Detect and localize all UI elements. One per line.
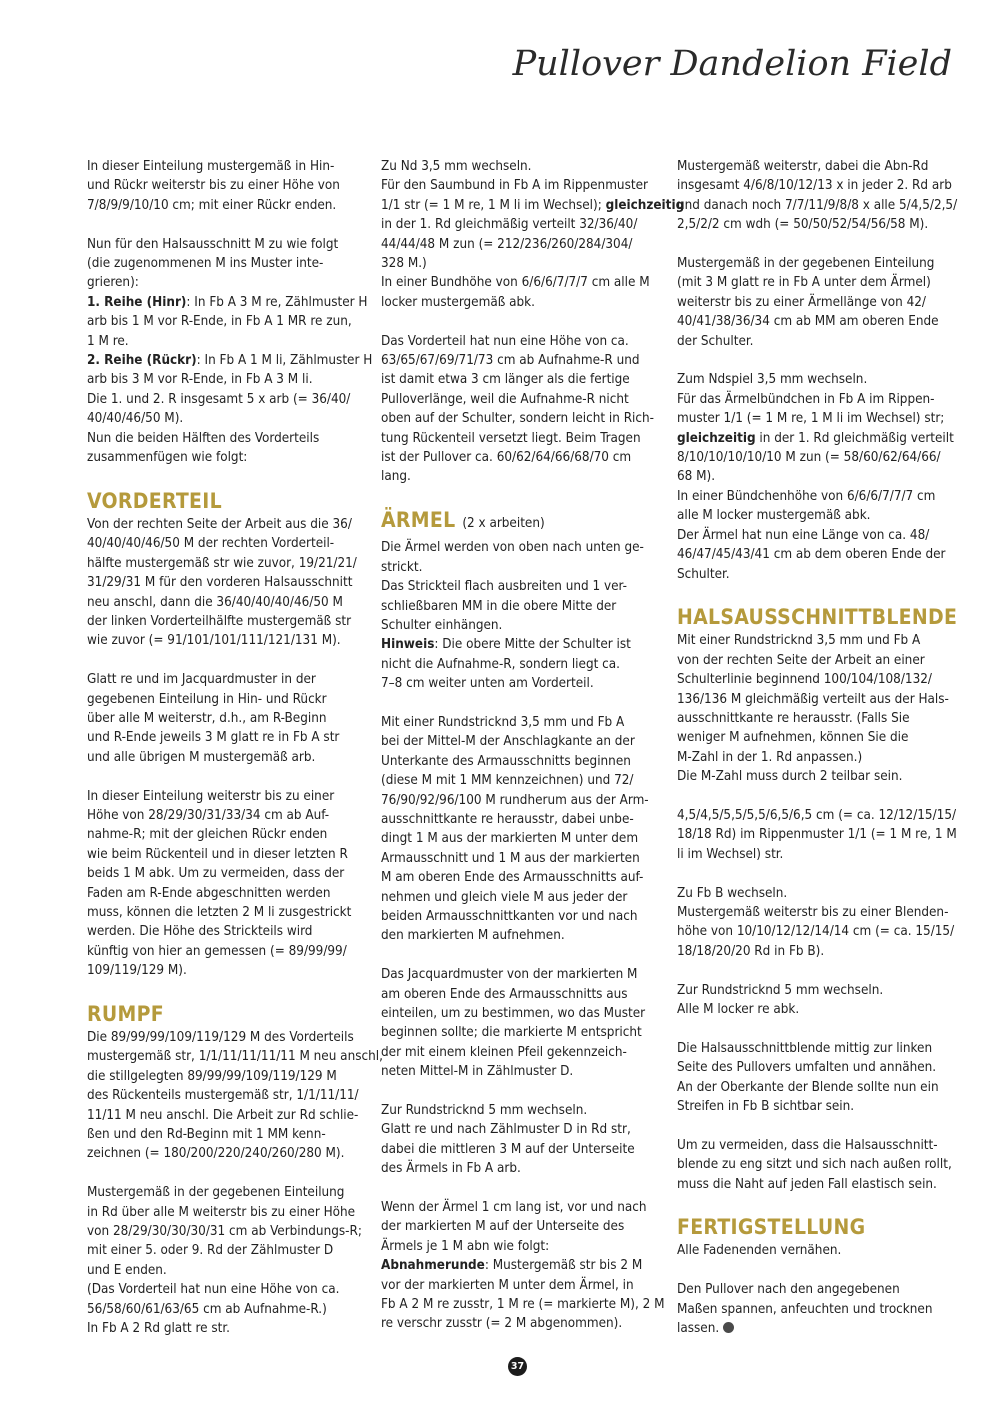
bold-term: 2. Reihe (Rückr)	[87, 353, 197, 369]
text-line: 31/29/31 M für den vorderen Halsausschnitt	[87, 575, 353, 591]
paragraph	[381, 538, 657, 693]
text-line: Fb A 2 M re zusstr, 1 M re (= markierte M), 2 M	[381, 1297, 665, 1313]
text-line: hälfte mustergemäß str wie zuvor, 19/21/21/	[87, 555, 357, 571]
text-line: 136/136 M gleichmäßig verteilt aus der Hals-	[677, 691, 949, 707]
text-line: 40/41/38/36/34 cm ab MM am oberen Ende	[677, 314, 939, 330]
text-column-1	[87, 157, 383, 1358]
text-line: 56/58/60/61/63/65 cm ab Aufnahme-R.)	[87, 1301, 327, 1317]
text-line: über alle M weiterstr, d.h., am R-Beginn	[87, 710, 327, 726]
text-line: zeichnen (= 180/200/220/240/260/280 M).	[87, 1146, 345, 1162]
text-line: ausschnittkante re herausstr, dabei unbe-	[381, 811, 634, 827]
paragraph	[87, 157, 363, 215]
text-line: den markierten M aufnehmen.	[381, 928, 565, 944]
section-heading-note: (2 x arbeiten)	[462, 516, 545, 532]
text-line: Das Strickteil flach ausbreiten und 1 ver-	[381, 579, 627, 595]
text-line: Den Pullover nach den angegebenen	[677, 1282, 900, 1298]
text-line: 11/11 M neu anschl. Die Arbeit zur Rd schlie-	[87, 1107, 359, 1123]
text-line: ausschnittkante re herausstr. (Falls Sie	[677, 710, 910, 726]
text-run: : In Fb A 1 M li, Zählmuster H	[196, 353, 373, 369]
section-heading	[677, 1213, 953, 1241]
text-line: vor der markierten M unter dem Ärmel, in	[381, 1277, 634, 1293]
text-line: In einer Bündchenhöhe von 6/6/6/7/7/7 cm	[677, 488, 936, 504]
text-line: Mustergemäß weiterstr, dabei die Abn-Rd	[677, 159, 929, 174]
text-line: beginnen sollte; die markierte M entspricht	[381, 1025, 642, 1041]
text-line: und alle übrigen M mustergemäß arb.	[87, 749, 316, 765]
section-heading-text: ÄRMEL	[381, 508, 456, 533]
text-line: Faden am R-Ende abgeschnitten werden	[87, 885, 331, 901]
paragraph	[381, 1101, 657, 1179]
paragraph	[381, 965, 657, 1081]
text-line: bei der Mittel-M der Anschlagkante an der	[381, 734, 635, 750]
paragraph	[677, 631, 953, 786]
text-line: neu anschl, dann die 36/40/40/40/46/50 M	[87, 594, 343, 610]
paragraph	[87, 1028, 383, 1164]
text-line: In dieser Einteilung mustergemäß in Hin-	[87, 159, 335, 174]
text-line: Mit einer Rundstricknd 3,5 mm und Fb A	[381, 714, 625, 730]
text-line	[87, 351, 373, 370]
text-line	[677, 429, 953, 448]
text-line: M am oberen Ende des Armausschnitts auf-	[381, 870, 644, 886]
text-line: mustergemäß str, 1/1/11/11/11/11 M neu anschl,	[87, 1049, 383, 1065]
text-line	[87, 293, 368, 312]
text-line	[381, 1256, 657, 1275]
section-heading	[677, 603, 958, 631]
paragraph	[87, 235, 373, 468]
text-line: Seite des Pullovers umfalten und annähen.	[677, 1060, 937, 1076]
paragraph	[381, 332, 657, 487]
text-line: dingt 1 M aus der markierten M unter dem	[381, 831, 639, 847]
paragraph	[677, 157, 958, 235]
text-run: : Die obere Mitte der Schulter ist	[434, 637, 631, 653]
text-line: Die 89/99/99/109/119/129 M des Vorderteils	[87, 1029, 354, 1045]
paragraph	[87, 670, 363, 767]
paragraph	[677, 1136, 953, 1194]
text-line: strickt.	[381, 559, 423, 575]
text-line: (diese M mit 1 MM kennzeichnen) und 72/	[381, 773, 634, 789]
text-line: 44/44/48 M zun (= 212/236/260/284/304/	[381, 236, 633, 252]
paragraph	[677, 254, 953, 351]
text-line: Glatt re und nach Zählmuster D in Rd str,	[381, 1122, 631, 1138]
text-line: der markierten M auf der Unterseite des	[381, 1219, 625, 1235]
text-line: von 28/29/30/30/30/31 cm ab Verbindungs-R;	[87, 1224, 362, 1240]
text-line: li im Wechsel) str.	[677, 846, 784, 862]
text-line: zusammenfügen wie folgt:	[87, 450, 248, 466]
text-line: Glatt re und im Jacquardmuster in der	[87, 672, 316, 688]
bold-term: gleichzeitig	[677, 430, 756, 446]
text-line: der Schulter.	[677, 333, 754, 349]
text-line: höhe von 10/10/12/12/14/14 cm (= ca. 15/15/	[677, 924, 955, 940]
text-line	[381, 635, 657, 654]
text-line: insgesamt 4/6/8/10/12/13 x in jeder 2. Rd arb	[677, 178, 952, 194]
text-run: : Mustergemäß str bis 2 M	[484, 1258, 643, 1274]
text-line: (mit 3 M glatt re in Fb A unter dem Ärmel)	[677, 275, 931, 291]
text-column-3	[677, 157, 958, 1358]
text-line: 7/8/9/9/10/10 cm; mit einer Rückr enden.	[87, 197, 337, 213]
text-line: gegebenen Einteilung in Hin- und Rückr	[87, 691, 327, 707]
text-line: ßen und den Rd-Beginn mit 1 MM kenn-	[87, 1127, 326, 1143]
text-line: Der Ärmel hat nun eine Länge von ca. 48/	[677, 527, 930, 543]
text-line: schließbaren MM in die obere Mitte der	[381, 598, 617, 614]
paragraph	[381, 713, 657, 946]
text-line: Mustergemäß in der gegebenen Einteilung	[87, 1185, 345, 1201]
text-line: am oberen Ende des Armausschnitts aus	[381, 986, 628, 1002]
bold-term: Hinweis	[381, 637, 435, 653]
text-line: Mustergemäß in der gegebenen Einteilung	[677, 256, 935, 272]
text-line: Die M-Zahl muss durch 2 teilbar sein.	[677, 769, 903, 785]
text-line: 109/119/129 M).	[87, 963, 187, 979]
text-column-2	[381, 157, 685, 1353]
text-line: weiterstr bis zu einer Ärmellänge von 42/	[677, 294, 926, 310]
text-line: (Das Vorderteil hat nun eine Höhe von ca.	[87, 1282, 340, 1298]
smiley-icon	[723, 1322, 734, 1333]
text-line: grieren):	[87, 275, 139, 291]
text-line: muss die Naht auf jeden Fall elastisch sein.	[677, 1176, 937, 1192]
text-line: blende zu eng sitzt und sich nach außen rollt,	[677, 1157, 952, 1173]
text-line: Streifen in Fb B sichtbar sein.	[677, 1098, 855, 1114]
text-line: in Rd über alle M weiterstr bis zu einer Höhe	[87, 1204, 356, 1220]
text-line: nahme-R; mit der gleichen Rückr enden	[87, 827, 328, 843]
text-line: Die Ärmel werden von oben nach unten ge-	[381, 540, 644, 556]
text-line: Schulterlinie beginnend 100/104/108/132/	[677, 672, 932, 688]
text-line: arb bis 1 M vor R-Ende, in Fb A 1 MR re zun,	[87, 314, 352, 330]
text-line: nehmen und gleich viele M aus jeder der	[381, 889, 628, 905]
page-number: 37	[508, 1357, 527, 1376]
text-line: in der 1. Rd gleichmäßig verteilt 32/36/40/	[381, 217, 638, 233]
text-line: Das Jacquardmuster von der markierten M	[381, 967, 638, 983]
text-line: re verschr zusstr (= 2 M abgenommen).	[381, 1316, 623, 1332]
text-line: Schulter.	[677, 566, 730, 582]
text-line: 7–8 cm weiter unten am Vorderteil.	[381, 676, 594, 692]
text-line: Ärmels je 1 M abn wie folgt:	[381, 1238, 550, 1254]
text-line: Zu Nd 3,5 mm wechseln.	[381, 159, 532, 174]
paragraph	[677, 1039, 953, 1117]
section-heading	[87, 1000, 363, 1028]
text-line: Höhe von 28/29/30/31/33/34 cm ab Auf-	[87, 807, 330, 823]
text-line: Zur Rundstricknd 5 mm wechseln.	[381, 1103, 588, 1119]
text-line: In Fb A 2 Rd glatt re str.	[87, 1321, 230, 1337]
text-line: 76/90/92/96/100 M rundherum aus der Arm-	[381, 792, 649, 808]
text-line: und Rückr weiterstr bis zu einer Höhe von	[87, 178, 340, 194]
section-heading-text: VORDERTEIL	[87, 488, 222, 513]
text-line: Nun für den Halsausschnitt M zu wie folgt	[87, 236, 339, 252]
text-line: Alle Fadenenden vernähen.	[677, 1243, 842, 1259]
section-heading	[87, 487, 363, 515]
text-line: M-Zahl in der 1. Rd anpassen.)	[677, 749, 863, 765]
text-line: 40/40/40/46/50 M der rechten Vorderteil-	[87, 536, 335, 552]
paragraph	[87, 1183, 363, 1338]
text-line: und danach noch 7/7/11/9/8/8 x alle 5/4,5/2,5/	[677, 197, 958, 213]
text-line: ist damit etwa 3 cm länger als die fertige	[381, 372, 630, 388]
text-line	[677, 1319, 953, 1338]
text-line: Alle M locker re abk.	[677, 1001, 800, 1017]
text-line: 63/65/67/69/71/73 cm ab Aufnahme-R und	[381, 353, 640, 369]
text-run: 1/1 str (= 1 M re, 1 M li im Wechsel);	[381, 197, 606, 213]
text-line: 18/18 Rd) im Rippenmuster 1/1 (= 1 M re, 1 M	[677, 827, 957, 843]
paragraph	[381, 157, 685, 312]
paragraph	[677, 806, 957, 864]
text-line: wie beim Rückenteil und in dieser letzten R	[87, 846, 348, 862]
text-line: von der rechten Seite der Arbeit an einer	[677, 652, 925, 668]
text-line: 18/18/20/20 Rd in Fb B).	[677, 943, 825, 959]
text-line: mit einer 5. oder 9. Rd der Zählmuster D	[87, 1243, 334, 1259]
text-line: locker mustergemäß abk.	[381, 294, 535, 310]
text-line: Zur Rundstricknd 5 mm wechseln.	[677, 982, 884, 998]
text-line: Armausschnitt und 1 M aus der markierten	[381, 850, 640, 866]
text-line: Wenn der Ärmel 1 cm lang ist, vor und nach	[381, 1200, 647, 1216]
text-line: 46/47/45/43/41 cm ab dem oberen Ende der	[677, 547, 946, 563]
text-line: der linken Vorderteilhälfte mustergemäß str	[87, 613, 352, 629]
section-heading-text: HALSAUSSCHNITTBLENDE	[677, 605, 958, 630]
bold-term: 1. Reihe (Hinr)	[87, 294, 187, 310]
text-line: muss, können die letzten 2 M li zusgestrickt	[87, 904, 352, 920]
text-line: Für den Saumbund in Fb A im Rippenmuster	[381, 178, 648, 194]
text-line: Um zu vermeiden, dass die Halsausschnitt-	[677, 1137, 938, 1153]
text-line: In einer Bundhöhe von 6/6/6/7/7/7 cm alle M	[381, 275, 650, 291]
text-line: Nun die beiden Hälften des Vorderteils	[87, 430, 320, 446]
paragraph	[677, 981, 953, 1020]
text-line: beids 1 M abk. Um zu vermeiden, dass der	[87, 866, 345, 882]
text-line: arb bis 3 M vor R-Ende, in Fb A 3 M li.	[87, 372, 313, 388]
text-line: An der Oberkante der Blende sollte nun ein	[677, 1079, 939, 1095]
text-line: des Rückenteils mustergemäß str, 1/1/11/11/	[87, 1088, 359, 1104]
text-line: Unterkante des Armausschnitts beginnen	[381, 753, 631, 769]
text-line: nicht die Aufnahme-R, sondern liegt ca.	[381, 656, 620, 672]
section-heading-text: RUMPF	[87, 1001, 164, 1026]
page-title: Pullover Dandelion Field	[512, 44, 952, 84]
text-line: tung Rückenteil versetzt liegt. Beim Tragen	[381, 430, 641, 446]
text-line: 328 M.)	[381, 256, 427, 272]
text-line: künftig von hier an gemessen (= 89/99/99/	[87, 943, 347, 959]
text-line: wie zuvor (= 91/101/101/111/121/131 M).	[87, 633, 341, 649]
text-line: (die zugenommenen M ins Muster inte-	[87, 256, 324, 272]
text-line: Das Vorderteil hat nun eine Höhe von ca.	[381, 333, 629, 349]
text-line: Die 1. und 2. R insgesamt 5 x arb (= 36/40/	[87, 391, 351, 407]
section-heading-text: FERTIGSTELLUNG	[677, 1215, 866, 1240]
paragraph	[677, 884, 953, 962]
bold-term: gleichzeitig	[605, 197, 685, 213]
section-heading	[381, 506, 657, 538]
text-line: Maßen spannen, anfeuchten und trocknen	[677, 1301, 933, 1317]
text-line: Schulter einhängen.	[381, 617, 503, 633]
text-line: Die Halsausschnittblende mittig zur linken	[677, 1040, 933, 1056]
text-line: lang.	[381, 469, 411, 485]
text-line: die stillgelegten 89/99/99/109/119/129 M	[87, 1068, 337, 1084]
text-line: 8/10/10/10/10/10 M zun (= 58/60/62/64/66/	[677, 450, 941, 466]
text-line: alle M locker mustergemäß abk.	[677, 508, 871, 524]
text-run: in der 1. Rd gleichmäßig verteilt	[755, 430, 954, 446]
text-run: lassen.	[677, 1321, 720, 1336]
text-line: Von der rechten Seite der Arbeit aus die 36/	[87, 516, 352, 532]
text-line: der mit einem kleinen Pfeil gekennzeich-	[381, 1044, 627, 1060]
text-line: 2,5/2/2 cm wdh (= 50/50/52/54/56/58 M).	[677, 217, 929, 233]
text-line: Mustergemäß weiterstr bis zu einer Blenden-	[677, 904, 949, 920]
text-line: Zu Fb B wechseln.	[677, 885, 788, 901]
text-line: ist der Pullover ca. 60/62/64/66/68/70 cm	[381, 450, 632, 466]
paragraph	[87, 515, 363, 651]
paragraph	[677, 370, 953, 583]
text-line: dabei die mittleren 3 M auf der Unterseite	[381, 1141, 635, 1157]
text-line	[381, 196, 685, 215]
bold-term: Abnahmerunde	[381, 1258, 485, 1274]
text-line: beiden Armausschnittkanten vor und nach	[381, 908, 638, 924]
paragraph	[87, 787, 363, 981]
text-line: 1 M re.	[87, 333, 129, 349]
paragraph	[677, 1241, 953, 1260]
text-line: 4,5/4,5/5,5/5,5/6,5/6,5 cm (= ca. 12/12/15/15/	[677, 807, 957, 823]
text-line: 68 M).	[677, 469, 716, 485]
text-line: und R-Ende jeweils 3 M glatt re in Fb A str	[87, 730, 340, 746]
text-line: einteilen, um zu bestimmen, wo das Muster	[381, 1006, 646, 1021]
text-line: Zum Ndspiel 3,5 mm wechseln.	[677, 372, 868, 388]
text-line: 40/40/46/50 M).	[87, 411, 184, 427]
text-line: des Ärmels in Fb A arb.	[381, 1161, 521, 1177]
text-line: Pulloverlänge, weil die Aufnahme-R nicht	[381, 391, 629, 407]
paragraph	[381, 1198, 665, 1334]
text-line: Mit einer Rundstricknd 3,5 mm und Fb A	[677, 633, 921, 649]
text-run: : In Fb A 3 M re, Zählmuster H	[186, 294, 368, 310]
text-line: oben auf der Schulter, sondern leicht in Rich-	[381, 411, 655, 427]
text-line: neten Mittel-M in Zählmuster D.	[381, 1064, 574, 1080]
text-line: Für das Ärmelbündchen in Fb A im Rippen-	[677, 391, 935, 407]
text-line: werden. Die Höhe des Strickteils wird	[87, 924, 313, 940]
text-line: In dieser Einteilung weiterstr bis zu einer	[87, 788, 335, 804]
text-line: und E enden.	[87, 1262, 167, 1278]
paragraph	[677, 1280, 953, 1338]
text-line: weniger M aufnehmen, können Sie die	[677, 730, 909, 746]
text-line: muster 1/1 (= 1 M re, 1 M li im Wechsel) str;	[677, 411, 945, 427]
